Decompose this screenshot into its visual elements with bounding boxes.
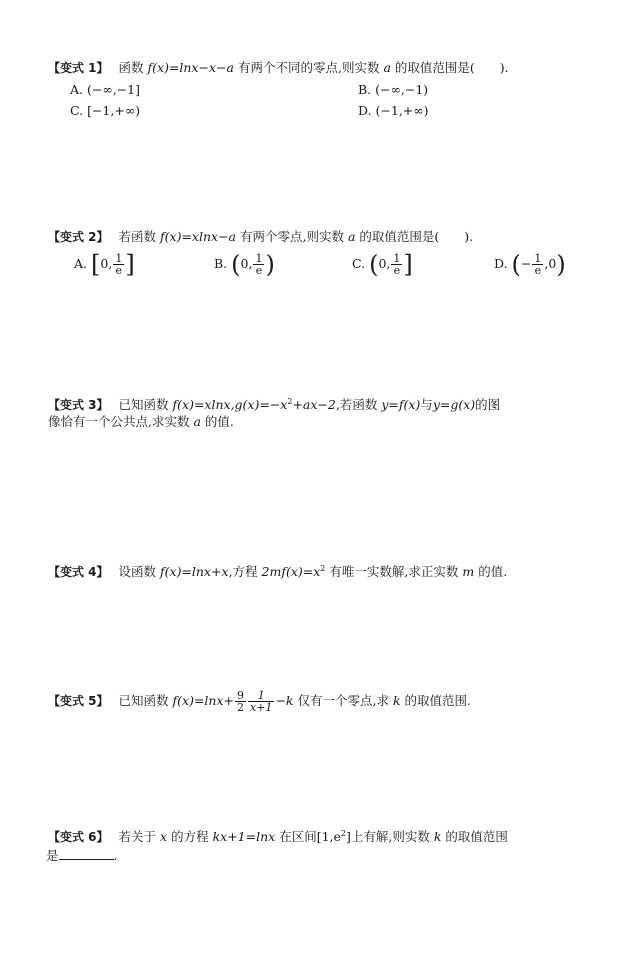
problem-1-option-a: A. (−∞,−1] — [70, 82, 141, 97]
problem-3-line-2: 像恰有一个公共点,求实数 — [48, 414, 190, 429]
problem-6-tag: 【变式 6】 — [48, 830, 109, 845]
problem-4-function: f(x)=lnx+x — [160, 564, 229, 580]
problem-2-function: f(x)=xlnx−a — [160, 229, 237, 244]
problem-2-var: a — [347, 229, 356, 244]
problem-4-tag: 【变式 4】 — [48, 565, 109, 580]
problem-5-tag: 【变式 5】 — [48, 694, 109, 708]
problem-2-text-a: 若函数 — [118, 229, 157, 244]
problem-5-function: f(x)=lnx+ — [172, 693, 235, 708]
problem-3-tag: 【变式 3】 — [48, 398, 109, 413]
problem-1-option-d: D. (−1,+∞) — [358, 103, 429, 118]
problem-2-text-c: 的取值范围是( ). — [359, 229, 474, 244]
problem-2-option-b: B. (0, $\frac{1}{e}$ ) — [214, 250, 275, 279]
problem-1-text-a: 函数 — [118, 60, 144, 75]
problem-1-option-c: C. [−1,+∞) — [70, 103, 141, 118]
problem-2-option-d: D. (− $\frac{1}{e}$ ,0) — [494, 250, 566, 279]
problem-6-equation: kx+1=lnx — [212, 829, 276, 845]
problem-1-option-b: B. (−∞,−1) — [358, 82, 429, 97]
problem-3-functions: f(x)=xlnx,g(x)=−x — [172, 397, 288, 413]
problem-1-var: a — [383, 60, 391, 75]
answer-blank[interactable] — [59, 847, 114, 860]
problem-1-text-b: 有两个不同的零点,则实数 — [237, 60, 380, 75]
problem-1-function: f(x)=lnx−x−a — [147, 60, 234, 75]
problem-2-tag: 【变式 2】 — [48, 230, 109, 244]
problem-2-text-b: 有两个零点,则实数 — [240, 229, 344, 244]
problem-1-text-c: 的取值范围是( ). — [394, 60, 509, 75]
problem-1-tag: 【变式 1】 — [48, 61, 109, 75]
problem-2-option-c: C. (0, $\frac{1}{e}$ ] — [352, 250, 413, 279]
problem-2-option-a: A. [0, $\frac{1}{e}$ ] — [74, 250, 135, 279]
